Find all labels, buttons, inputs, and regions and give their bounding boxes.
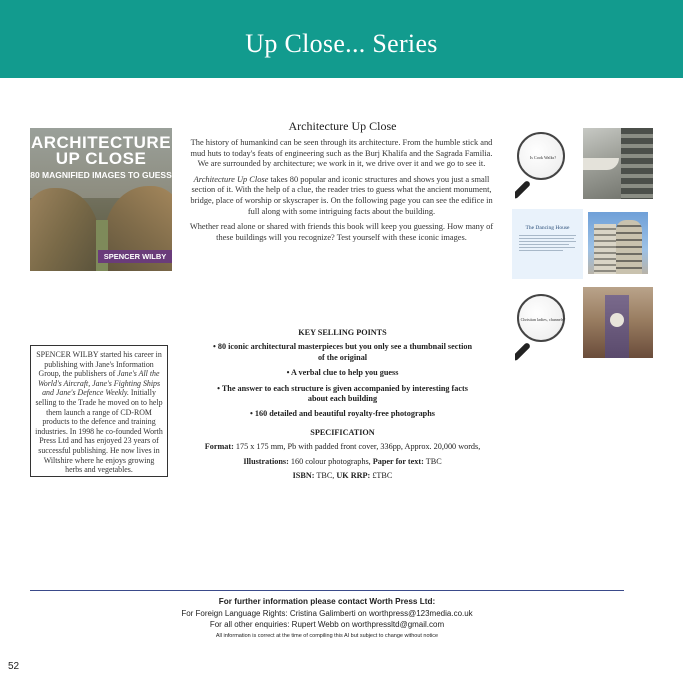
spec-label: ISBN:: [292, 471, 315, 481]
selling-point: • The answer to each structure is given accompanied by interesting facts about each building: [217, 383, 468, 404]
selling-points-heading: KEY SELLING POINTS: [298, 328, 387, 337]
photo-detail: [616, 220, 642, 274]
page-number: 52: [8, 661, 20, 672]
spec-value: 160 colour photographs,: [288, 456, 373, 466]
building-photo-2: [588, 212, 648, 274]
sample-page-title: The Dancing House: [525, 225, 570, 231]
book-title: Architecture Up Close: [288, 119, 397, 133]
spec-isbn: [190, 471, 495, 481]
building-photo-1: [583, 128, 653, 199]
magnifier-icon: [517, 294, 565, 342]
text-line: [519, 238, 574, 239]
selling-points-section: [190, 328, 495, 485]
contact-heading: For further information please contact Worth Press Ltd:: [218, 597, 436, 606]
bio-text: SPENCER WILBY started his career in publishing with Jane's Information Group, the publishers of: [36, 350, 162, 379]
photo-detail: [594, 224, 616, 274]
description-paragraph: The history of humankind can be seen through its architecture. From the humble stick and mud huts to today's feats of engineering such as the Burj Khalifa and the Sagrada Familia. We are surrounded by architecture; we work in it, we drive over it and we go to see it.: [190, 138, 493, 169]
sample-page-clue-2: [515, 290, 575, 362]
specification-heading: SPECIFICATION: [310, 427, 375, 437]
clue-text: Is Cook Walks?: [529, 155, 557, 160]
spec-value: 175 x 175 mm, Pb with padded front cover, 336pp, Approx. 20,000 words,: [233, 442, 481, 452]
magnifier-handle: [515, 342, 531, 362]
photo-detail: [583, 158, 619, 170]
cover-title-line2: UP CLOSE: [55, 149, 147, 168]
footer: [30, 597, 624, 639]
cover-gap: [96, 220, 108, 271]
spec-format: [190, 442, 495, 452]
disclaimer: All information is correct at the time of compiling this AI but subject to change without notice: [215, 633, 439, 639]
cover-author: SPENCER WILBY: [98, 250, 172, 263]
building-photo-3: [583, 287, 653, 358]
footer-divider: [30, 590, 624, 591]
clue-text: Christian ladies, channels?: [520, 317, 566, 322]
description-paragraph-2: Architecture Up Close takes 80 popular and iconic structures and shows you just a small section of it. With the help of a clue, the reader tries to guess what the ancient monument, bridge, place of worship or skyscraper is. On the following page you can see the edifice in full along with some intriguing facts about the building.: [190, 174, 493, 216]
spec-label: Format:: [204, 442, 234, 452]
page-title: Up Close... Series: [245, 29, 438, 58]
spec-value: £TBC: [370, 471, 393, 481]
spec-label: Illustrations:: [243, 456, 289, 466]
text-line: [519, 244, 569, 245]
text-line: [519, 247, 575, 248]
sample-page-clue-1: [515, 128, 575, 200]
text-line: [519, 250, 563, 251]
cover-title-line1: ARCHITECTURE: [30, 133, 172, 152]
author-bio-box: [30, 345, 168, 477]
bio-text: Initially selling to the Trade he moved on to help them launch a range of CD-ROM products to the defence and training industries. In 1998 he co-founded Worth Press Ltd and has enjoyed 23 years of successful publishing. He now lives in Wiltshire where he enjoys growing herbs and vegetables.: [35, 388, 163, 475]
spec-value: TBC: [423, 456, 442, 466]
selling-point: • 80 iconic architectural masterpieces but you only see a thumbnail section of the original: [212, 342, 472, 362]
text-line: [519, 235, 576, 236]
foreign-rights-contact: For Foreign Language Rights: Cristina Galimberti on worthpress@123media.co.uk: [181, 609, 473, 618]
bio-text-italic: Jane's All the World's Aircraft, Jane's Fighting Ships and Jane's Defence Weekly.: [37, 369, 161, 398]
description-paragraph: [188, 175, 495, 217]
spec-label: Paper for text:: [372, 456, 424, 466]
selling-point: • A verbal clue to help you guess: [286, 368, 399, 378]
selling-point: • 160 detailed and beautiful royalty-free photographs: [250, 409, 435, 419]
cover-subtitle: 80 MAGNIFIED IMAGES TO GUESS: [30, 170, 172, 180]
spec-label: UK RRP:: [336, 471, 371, 481]
spec-value: TBC,: [314, 471, 337, 481]
book-description: [188, 138, 495, 248]
book-cover-image: [30, 128, 172, 271]
book-title-italic: Architecture Up Close: [193, 174, 269, 184]
clock-face: [610, 313, 624, 327]
spec-illustrations: [190, 457, 495, 467]
header-banner: [0, 0, 683, 78]
sample-page-answer: [512, 209, 583, 279]
cover-rock-left: [30, 188, 100, 271]
photo-detail: [621, 128, 653, 199]
magnifier-handle: [515, 180, 531, 200]
text-line: [519, 241, 576, 242]
other-enquiries-contact: For all other enquiries: Rupert Webb on worthpressltd@gmail.com: [209, 619, 445, 629]
magnifier-icon: [517, 132, 565, 180]
description-paragraph: Whether read alone or shared with friends this book will keep you guessing. How many of these buildings will you recognize? Test yourself with these iconic images.: [189, 222, 494, 242]
